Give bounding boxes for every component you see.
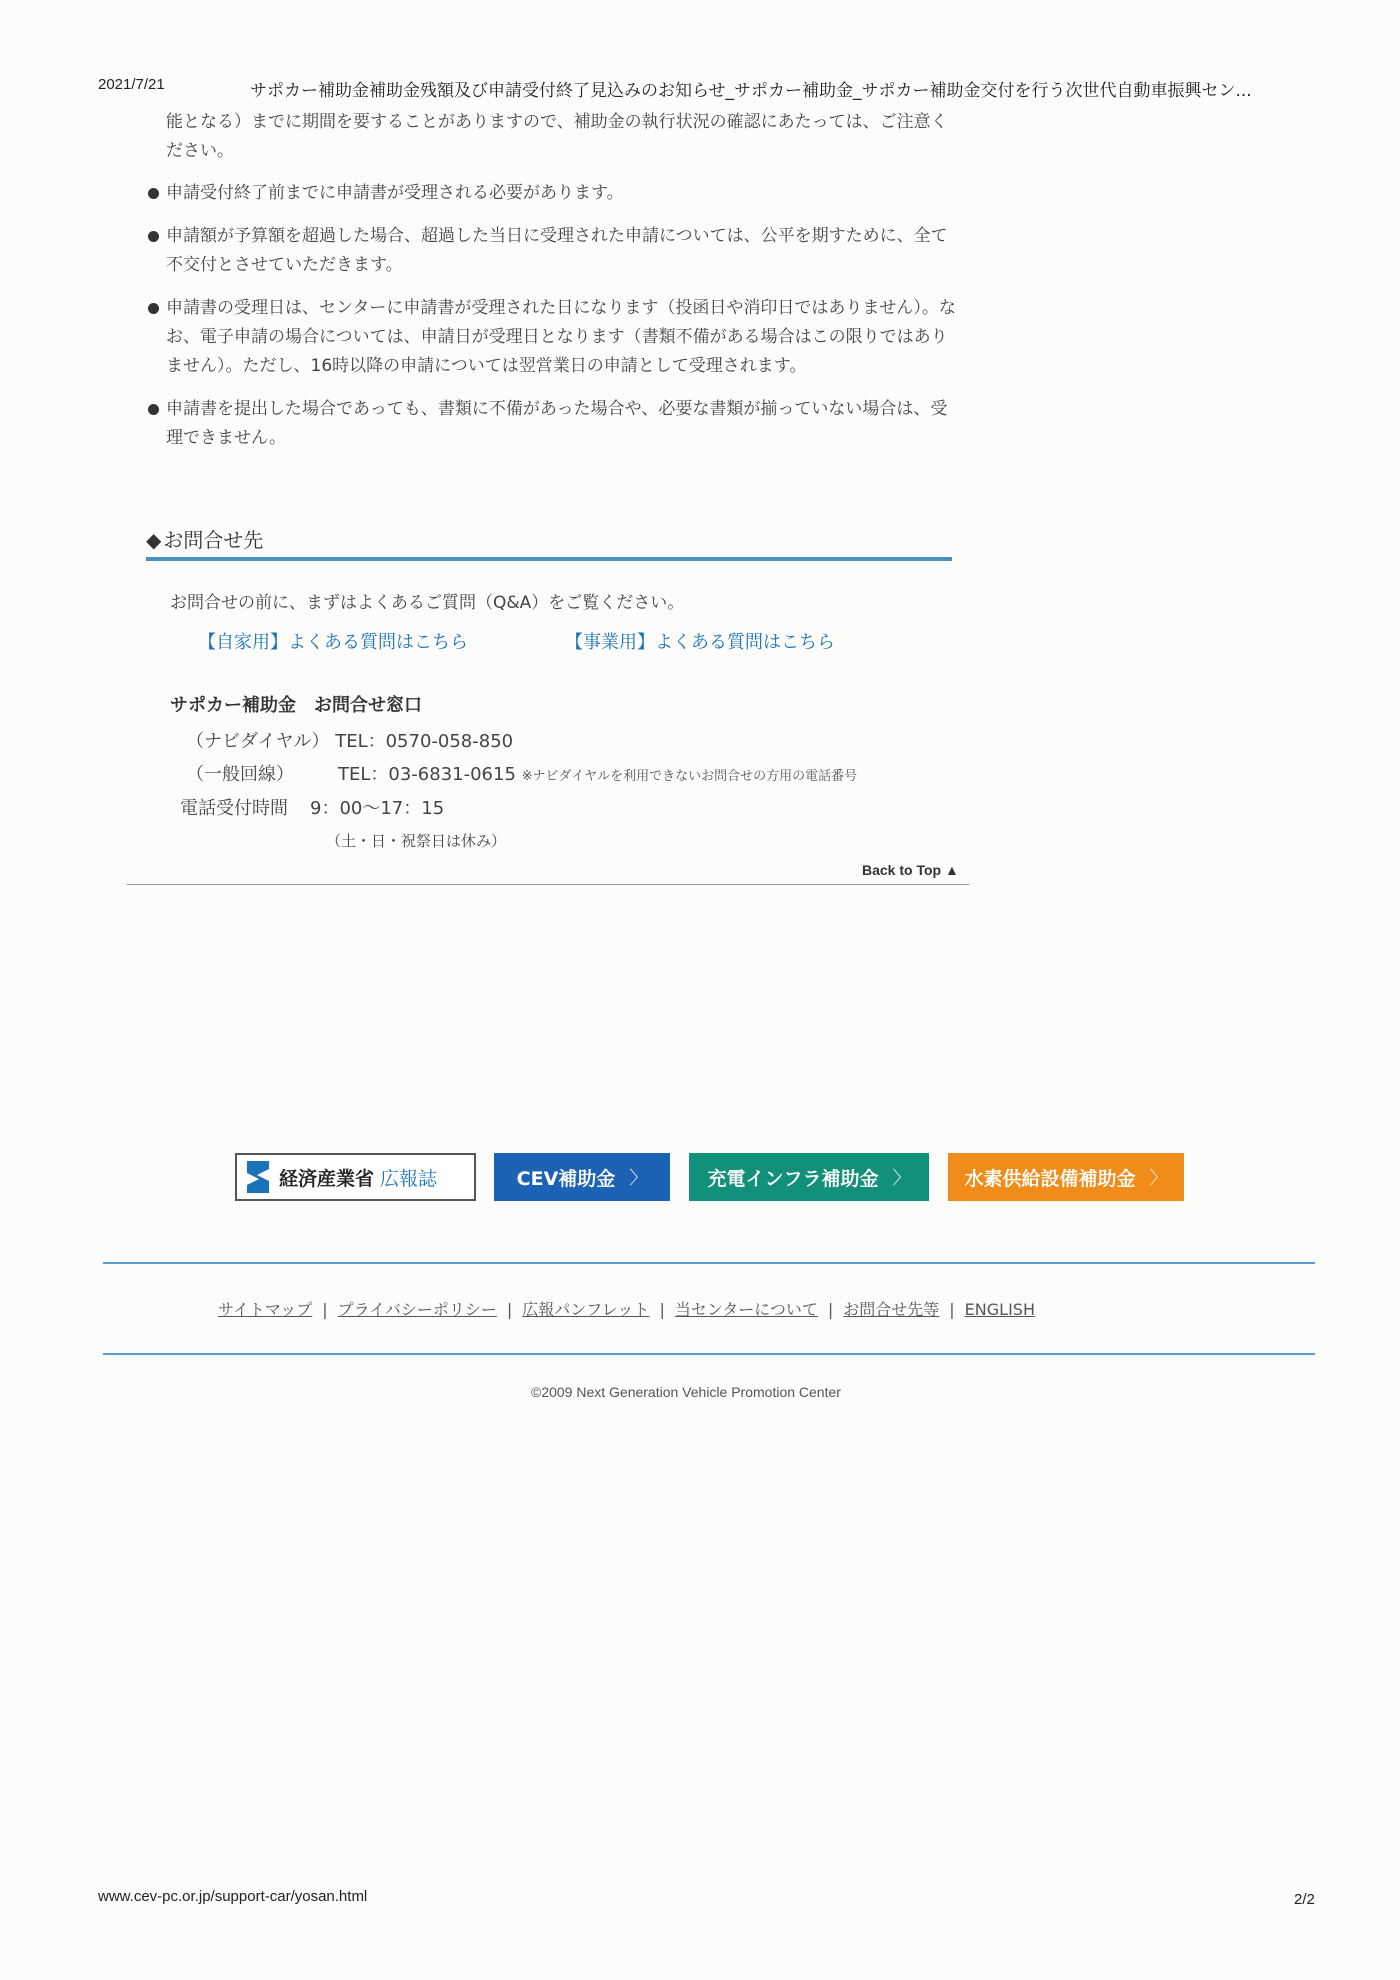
notice-bullet-list xyxy=(146,179,956,467)
footer-divider-bottom xyxy=(103,1353,1315,1355)
print-url: www.cev-pc.or.jp/support-car/yosan.html xyxy=(98,1888,368,1905)
general-line-label: （一般回線） xyxy=(186,764,294,785)
navi-dial-tel: TEL：0570-058-850 xyxy=(335,731,514,752)
print-page-title: サポカー補助金補助金残額及び申請受付終了見込みのお知らせ_サポカー補助金_サポカー補助金交付を行う次世代自動車振興セン... xyxy=(250,81,1252,101)
bullet-icon xyxy=(148,231,159,242)
general-line-row xyxy=(186,760,857,786)
footer-link-sitemap[interactable]: サイトマップ xyxy=(218,1300,313,1319)
print-page-number: 2/2 xyxy=(1294,1891,1315,1908)
footer-link-pamphlet[interactable]: 広報パンフレット xyxy=(522,1300,650,1319)
back-to-top-link[interactable]: Back to Top ▲ xyxy=(862,862,959,878)
charging-infra-subsidy-banner[interactable]: 充電インフラ補助金 〉 xyxy=(689,1153,929,1201)
list-item: 申請書の受理日は、センターに申請書が受理された日になります（投函日や消印日ではありません）。なお、電子申請の場合については、申請日が受理日となります（書類不備がある場合はこの限りではありません）。ただし、16時以降の申請については翌営業日の申請として受理されます。 xyxy=(146,294,956,381)
bullet-icon xyxy=(148,188,159,199)
list-item: 申請額が予算額を超過した場合、超過した当日に受理された申請については、公平を期すために、全て不交付とさせていただきます。 xyxy=(146,222,956,280)
footer-link-contact[interactable]: お問合せ先等 xyxy=(843,1300,940,1319)
hours-note: （土・日・祝祭日は休み） xyxy=(326,832,507,850)
general-line-tel: TEL：03-6831-0615 xyxy=(338,764,516,785)
footer-link-about[interactable]: 当センターについて xyxy=(674,1300,818,1319)
contact-section-title: ◆ お問合せ先 xyxy=(146,528,264,552)
general-line-note: ※ナビダイヤルを利用できないお問合せの方用の電話番号 xyxy=(521,769,858,784)
meti-name: 経済産業省 xyxy=(279,1167,375,1190)
chevron-right-icon: 〉 xyxy=(892,1168,911,1189)
content-end-divider xyxy=(127,884,969,885)
cev-subsidy-banner[interactable]: CEV補助金 〉 xyxy=(494,1153,670,1201)
hydrogen-station-subsidy-banner[interactable]: 水素供給設備補助金 〉 xyxy=(948,1153,1184,1201)
hours-value: 9：00〜17：15 xyxy=(310,798,445,819)
qa-business-link[interactable]: 【事業用】よくある質問はこちら xyxy=(565,632,835,653)
contact-intro: お問合せの前に、まずはよくあるご質問（Q&A）をご覧ください。 xyxy=(170,593,685,613)
bullet-icon xyxy=(148,404,159,415)
chevron-right-icon: 〉 xyxy=(1149,1168,1168,1189)
hours-row xyxy=(180,794,444,820)
meti-pr-banner[interactable] xyxy=(235,1153,476,1201)
contact-window-title: サポカー補助金 お問合せ窓口 xyxy=(170,695,422,716)
continuation-paragraph: 能となる）までに期間を要することがありますので、補助金の執行状況の確認にあたっては、ご注意ください。 xyxy=(166,112,948,161)
section-divider xyxy=(146,557,952,561)
list-item: 申請書を提出した場合であっても、書類に不備があった場合や、必要な書類が揃っていない場合は、受理できません。 xyxy=(146,395,956,453)
list-item: 申請受付終了前までに申請書が受理される必要があります。 xyxy=(146,179,956,208)
footer-links: サイトマップ | プライバシーポリシー | 広報パンフレット | 当センターについて | お問合せ先等 | ENGLISH xyxy=(218,1300,1035,1319)
meti-logo-icon xyxy=(243,1159,273,1195)
qa-home-link[interactable]: 【自家用】よくある質問はこちら xyxy=(198,632,468,653)
footer-link-privacy[interactable]: プライバシーポリシー xyxy=(337,1300,497,1319)
copyright: ©2009 Next Generation Vehicle Promotion Center xyxy=(531,1384,841,1400)
footer-link-english[interactable]: ENGLISH xyxy=(964,1300,1035,1319)
hours-label: 電話受付時間 xyxy=(180,798,288,819)
chevron-right-icon: 〉 xyxy=(629,1168,648,1189)
navi-dial-label: （ナビダイヤル） xyxy=(186,731,330,752)
meti-pr-label: 広報誌 xyxy=(380,1167,438,1190)
bullet-icon xyxy=(148,303,159,314)
print-date: 2021/7/21 xyxy=(98,76,165,93)
navi-dial-row xyxy=(186,727,513,753)
diamond-icon: ◆ xyxy=(146,528,162,552)
footer-divider-top xyxy=(103,1262,1315,1264)
